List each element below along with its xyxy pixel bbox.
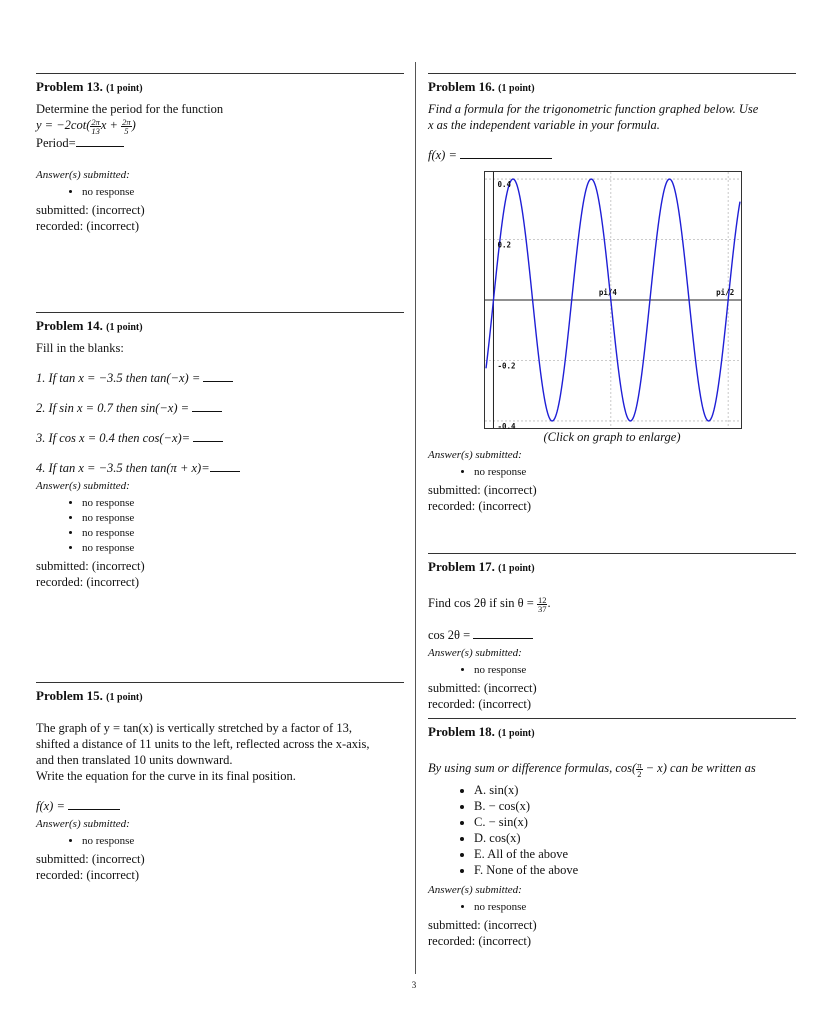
answers-submitted-label: Answer(s) submitted:	[428, 883, 522, 896]
recorded-status: recorded: (incorrect)	[428, 696, 532, 711]
problem-14-item-2: 2. If sin x = 0.7 then sin(−x) =	[36, 400, 404, 416]
problem-14-title: Problem 14. (1 point)	[36, 318, 143, 333]
submitted-status: submitted: (incorrect)	[36, 559, 145, 573]
page-number: 3	[411, 980, 417, 990]
submitted-status: submitted: (incorrect)	[428, 680, 537, 695]
recorded-status: recorded: (incorrect)	[428, 499, 532, 513]
problem-17-title: Problem 17. (1 point)	[428, 559, 535, 574]
problem-15-text-1: The graph of y = tan(x) is vertically stretched by a factor of 13,	[36, 721, 352, 735]
problem-18-prompt: By using sum or difference formulas, cos( $\frac{\pi}{2}$ − x) can be written as	[428, 759, 756, 779]
problem-14-item-1: 1. If tan x = −3.5 then tan(−x) =	[36, 370, 404, 386]
cos2theta-answer-input[interactable]	[473, 627, 533, 639]
response-list	[36, 185, 404, 200]
recorded-status: recorded: (incorrect)	[36, 218, 140, 233]
recorded-status: recorded: (incorrect)	[36, 575, 140, 589]
fx-answer-input[interactable]	[460, 147, 552, 159]
graph-caption[interactable]: (Click on graph to enlarge)	[543, 430, 681, 444]
y-tick-label: -0.4	[497, 421, 516, 429]
response-item: • no response	[474, 465, 796, 480]
answers-submitted-label: Answer(s) submitted:	[428, 646, 522, 659]
problem-17-answer: cos 2θ =	[428, 627, 796, 643]
choice-f[interactable]: • F. None of the above	[474, 862, 796, 878]
choice-a[interactable]: • A. sin(x)	[474, 782, 796, 798]
blank-input-2[interactable]	[192, 400, 222, 412]
response-list	[36, 834, 404, 849]
function-graph[interactable]	[484, 171, 742, 429]
problem-17	[428, 553, 796, 712]
y-tick-label: -0.2	[497, 361, 516, 371]
problem-14-prompt: Fill in the blanks:	[36, 341, 124, 355]
response-item: • no response	[474, 900, 796, 915]
problem-16-title: Problem 16. (1 point)	[428, 79, 535, 94]
choice-b[interactable]: • B. − cos(x)	[474, 798, 796, 814]
x-tick-label: pi/4	[598, 288, 617, 297]
answers-submitted-label: Answer(s) submitted:	[36, 168, 130, 181]
period-answer-input[interactable]	[76, 135, 124, 147]
blank-input-4[interactable]	[210, 460, 240, 472]
x-tick-label: pi/2	[716, 288, 735, 297]
response-list	[428, 465, 796, 480]
problem-18-title: Problem 18. (1 point)	[428, 724, 535, 739]
problem-18	[428, 718, 796, 949]
blank-input-1[interactable]	[203, 370, 233, 382]
problem-13-equation: y = −2cot( $\frac{2\pi}{13}$ x + $\frac{2\pi}{5}$ )	[36, 116, 136, 136]
response-list	[36, 496, 404, 556]
choice-e[interactable]: • E. All of the above	[474, 846, 796, 862]
problem-16-fx: f(x) =	[428, 147, 796, 163]
response-list	[428, 900, 796, 915]
problem-15-text-3: and then translated 10 units downward.	[36, 753, 233, 767]
submitted-status: submitted: (incorrect)	[36, 202, 145, 217]
problem-14-item-3: 3. If cos x = 0.4 then cos(−x)=	[36, 430, 404, 446]
blank-input-3[interactable]	[193, 430, 223, 442]
answers-submitted-label: Answer(s) submitted:	[36, 818, 130, 830]
problem-15	[36, 682, 404, 883]
response-item: • no response	[474, 663, 796, 678]
choice-d[interactable]: • D. cos(x)	[474, 830, 796, 846]
submitted-status: submitted: (incorrect)	[428, 483, 537, 497]
choice-list	[428, 782, 796, 878]
y-tick-label: 0.2	[497, 240, 512, 250]
problem-13-prompt: Determine the period for the function	[36, 102, 224, 116]
problem-13-period: Period=	[36, 135, 404, 151]
problem-13	[36, 73, 404, 234]
recorded-status: recorded: (incorrect)	[428, 933, 532, 948]
problem-13-title: Problem 13. (1 point)	[36, 79, 143, 94]
problem-16-prompt-1: Find a formula for the trigonometric function graphed below. Use	[428, 102, 759, 116]
submitted-status: submitted: (incorrect)	[428, 917, 537, 932]
recorded-status: recorded: (incorrect)	[36, 868, 140, 882]
fx-answer-input[interactable]	[68, 798, 120, 810]
response-item: • no response	[82, 834, 404, 849]
choice-c[interactable]: • C. − sin(x)	[474, 814, 796, 830]
response-item: • no response	[82, 541, 404, 556]
y-tick-label: 0.4	[497, 180, 512, 190]
problem-15-text-4: Write the equation for the curve in its final position.	[36, 769, 296, 783]
response-item: • no response	[82, 496, 404, 511]
problem-16	[428, 73, 796, 514]
problem-15-fx: f(x) =	[36, 798, 404, 814]
graph-area	[428, 163, 796, 429]
problem-16-prompt-2: x as the independent variable in your formula.	[428, 118, 660, 132]
column-divider	[415, 62, 416, 974]
response-item: • no response	[82, 511, 404, 526]
response-list	[428, 663, 796, 678]
answers-submitted-label: Answer(s) submitted:	[36, 480, 130, 492]
response-item: • no response	[82, 185, 404, 200]
problem-14	[36, 312, 404, 590]
answers-submitted-label: Answer(s) submitted:	[428, 449, 522, 461]
response-item: • no response	[82, 526, 404, 541]
problem-14-item-4: 4. If tan x = −3.5 then tan(π + x)=	[36, 460, 404, 476]
submitted-status: submitted: (incorrect)	[36, 852, 145, 866]
problem-15-text-2: shifted a distance of 11 units to the left, reflected across the x-axis,	[36, 737, 370, 751]
problem-15-title: Problem 15. (1 point)	[36, 688, 143, 703]
problem-17-prompt: Find cos 2θ if sin θ = $\frac{12}{37}$ .	[428, 594, 551, 614]
